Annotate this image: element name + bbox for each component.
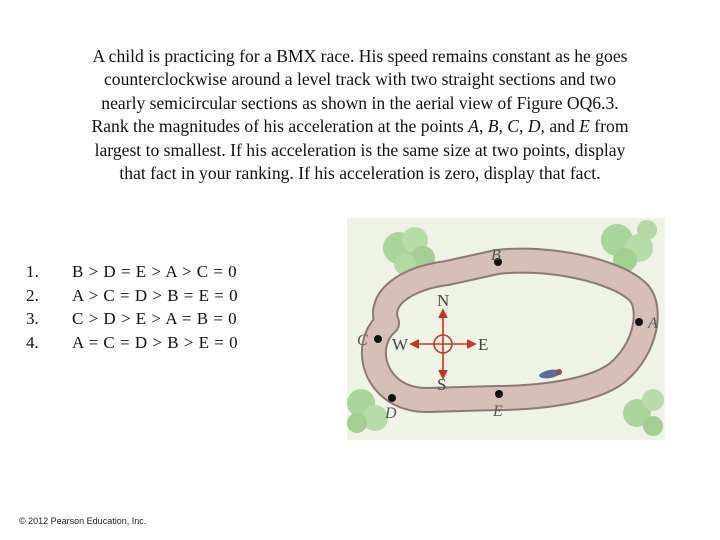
question-fragment: from [589, 116, 629, 137]
option-number: 4. [26, 332, 39, 352]
compass-icon [411, 310, 475, 378]
answer-option[interactable] [26, 331, 326, 355]
question-line: A child is practicing for a BMX race. His speed remains constant as he goes [92, 46, 628, 66]
question-fragment: , [519, 116, 528, 137]
point-ref-b: B [487, 116, 499, 137]
question-fragment: Rank the magnitudes of his acceleration at the points [91, 116, 469, 137]
question-line: largest to smallest. If his acceleration is the same size at two points, display [94, 139, 626, 160]
question-text [40, 45, 680, 185]
copyright-notice: © 2012 Pearson Education, Inc. [19, 516, 147, 526]
compass-e-label: E [478, 335, 489, 354]
tree-icon [623, 389, 664, 436]
track-figure [347, 218, 665, 440]
option-text: A = C = D > B > E = 0 [72, 332, 239, 352]
option-text: A > C = D > B = E = 0 [72, 285, 239, 305]
answer-option[interactable] [26, 284, 326, 308]
option-number: 1. [26, 262, 39, 281]
compass-s-label: S [437, 375, 447, 394]
track-diagram [347, 218, 665, 440]
point-a-label: A [648, 315, 658, 332]
answer-option[interactable] [26, 260, 326, 284]
question-fragment: , [498, 116, 508, 137]
compass-w-label: W [392, 335, 409, 354]
question-line: nearly semicircular sections as shown in the aerial view of Figure OQ6.3. [101, 92, 619, 113]
option-text: B > D = E > A > C = 0 [72, 262, 238, 281]
point-ref-c: C [507, 116, 520, 137]
point-ref-d: D [527, 116, 541, 137]
point-c-label: C [357, 332, 368, 349]
question-line: counterclockwise around a level track with two straight sections and two [103, 69, 617, 90]
question-line: that fact in your ranking. If his acceleration is zero, display that fact. [119, 163, 601, 184]
point-b-label: B [491, 247, 501, 264]
point-ref-e: E [579, 116, 590, 137]
answer-option[interactable] [26, 307, 326, 331]
compass-n-label: N [437, 291, 450, 310]
question-fragment: , [478, 116, 488, 137]
option-number: 3. [26, 309, 39, 329]
option-text: C > D > E > A = B = 0 [72, 309, 238, 329]
answer-options [26, 260, 326, 354]
point-b-marker [491, 247, 502, 266]
point-e-label: E [493, 403, 503, 420]
option-number: 2. [26, 285, 39, 305]
bike-rider-icon [538, 368, 562, 380]
bmx-track [374, 261, 646, 400]
question-fragment: , and [540, 116, 580, 137]
point-d-label: D [385, 405, 397, 422]
question-line [40, 115, 680, 138]
point-ref-a: A [468, 116, 479, 137]
